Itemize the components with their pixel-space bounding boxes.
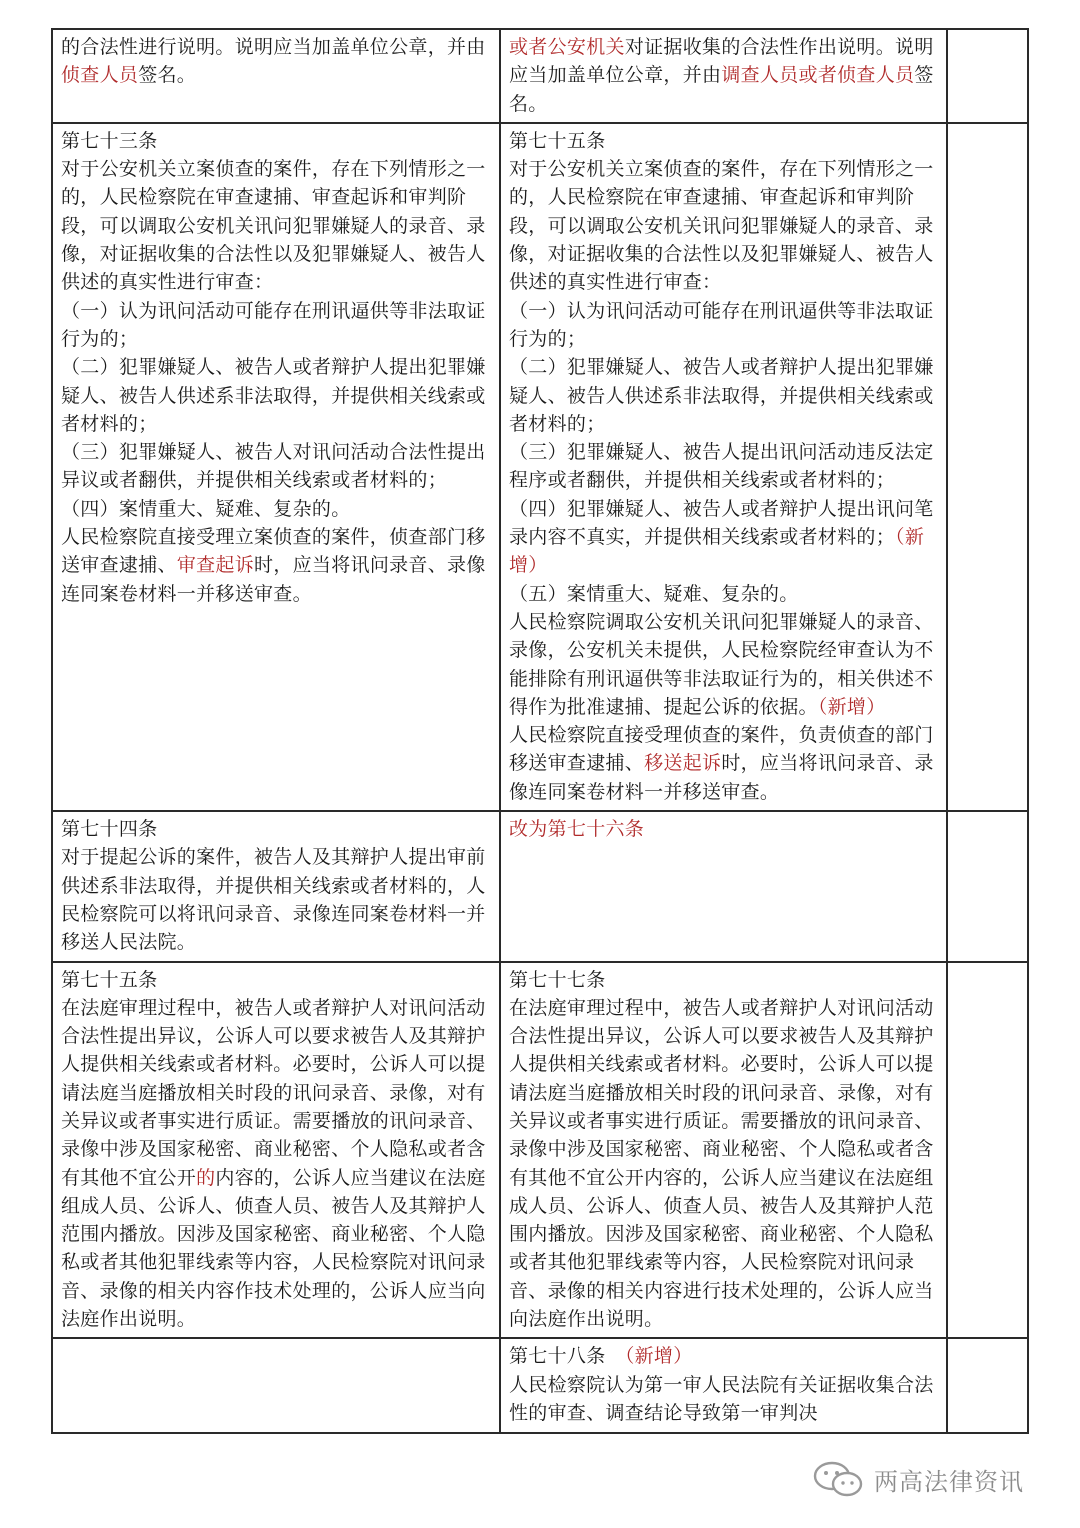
text-run: （一）认为讯问活动可能存在刑讯逼供等非法取证行为的； xyxy=(61,299,486,350)
highlighted-text: （新增） xyxy=(624,1345,693,1368)
text-run: 在法庭审理过程中，被告人或者辩护人对讯问活动合法性提出异议，公诉人可以要求被告人及其辩护人提供相关线索或者材料。必要时，公诉人可以提请法庭当庭播放相关时段的讯问录音、录像，对有关异议或者事实进行质证。需要播放的讯问录音、录像中涉及国家秘密、商业秘密、个人隐私或者含有其他不宜公开 xyxy=(61,996,486,1189)
text-run: 对于公安机关立案侦查的案件，存在下列情形之一的，人民检察院在审查逮捕、审查起诉和审判阶段，可以调取公安机关讯问犯罪嫌疑人的录音、录像，对证据收集的合法性以及犯罪嫌疑人、被告人供述的真实性进行审查： xyxy=(61,158,486,294)
paragraph xyxy=(61,127,491,155)
new-text-cell xyxy=(500,123,947,811)
note-cell xyxy=(947,1338,1028,1433)
paragraph xyxy=(61,297,491,354)
text-run: （三）犯罪嫌疑人、被告人对讯问活动合法性提出异议或者翻供，并提供相关线索或者材料的； xyxy=(61,441,486,492)
text-run: 签名。 xyxy=(509,64,934,115)
paragraph xyxy=(61,33,491,90)
old-text-cell xyxy=(52,123,500,811)
text-run: 第七十五条 xyxy=(509,129,606,152)
highlighted-text: 的 xyxy=(196,1166,216,1189)
text-run: 对证据收集的合法性作出说明。说明应当加盖单位公章，并由 xyxy=(509,36,934,87)
highlighted-text: 审查起诉 xyxy=(176,554,255,577)
comparison-table xyxy=(51,28,1029,1434)
paragraph xyxy=(509,1371,938,1428)
note-cell xyxy=(947,123,1028,811)
highlighted-text: （新增） xyxy=(817,695,886,718)
text-run: 在法庭审理过程中，被告人或者辩护人对讯问活动合法性提出异议，公诉人可以要求被告人及其辩护人提供相关线索或者材料。必要时，公诉人可以提请法庭当庭播放相关时段的讯问录音、录像，对有关异议或者事实进行质证。需要播放的讯问录音、录像中涉及国家秘密、商业秘密、个人隐私或者含有其他不宜公开内容的，公诉人应当建议在法庭组成人员、公诉人、侦查人员、被告人及其辩护人范围内播放。因涉及国家秘密、商业秘密、个人隐私或者其他犯罪线索等内容，人民检察院对讯问录音、录像的相关内容进行技术处理的，公诉人应当向法庭作出说明。 xyxy=(509,996,934,1331)
highlighted-text: （新增） xyxy=(509,526,925,577)
paragraph xyxy=(61,353,491,438)
paragraph xyxy=(509,1342,938,1370)
table-row xyxy=(52,962,1028,1339)
text-run: 第七十三条 xyxy=(61,129,158,152)
new-text-cell xyxy=(500,962,947,1339)
table-row xyxy=(52,29,1028,123)
text-run: 时，应当将讯问录音、录像连同案卷材料一并移送审查。 xyxy=(509,752,934,803)
text-run: （一）认为讯问活动可能存在刑讯逼供等非法取证行为的； xyxy=(509,299,934,350)
table-row xyxy=(52,123,1028,811)
new-text-cell xyxy=(500,1338,947,1433)
wechat-icon xyxy=(812,1459,866,1499)
text-run: 对于提起公诉的案件，被告人及其辩护人提出审前供述系非法取得，并提供相关线索或者材料的，人民检察院可以将讯问录音、录像连同案卷材料一并移送人民法院。 xyxy=(61,846,486,954)
text-run: 第七十七条 xyxy=(509,968,606,991)
text-run: （五）案情重大、疑难、复杂的。 xyxy=(509,582,799,605)
paragraph xyxy=(509,438,938,495)
highlighted-text: 移送起诉 xyxy=(644,752,722,775)
paragraph xyxy=(509,966,938,994)
highlighted-text: 改为第七十六条 xyxy=(509,818,645,841)
text-run: 第七十五条 xyxy=(61,968,158,991)
text-run: 的合法性进行说明。说明应当加盖单位公章，并由 xyxy=(61,36,486,58)
text-run: （四）犯罪嫌疑人、被告人或者辩护人提出讯问笔录内容不真实，并提供相关线索或者材料的； xyxy=(509,497,934,549)
paragraph xyxy=(61,438,491,495)
paragraph xyxy=(509,608,938,721)
paragraph xyxy=(61,495,491,523)
watermark xyxy=(812,1459,1024,1499)
paragraph xyxy=(61,155,491,296)
paragraph xyxy=(509,815,938,843)
paragraph xyxy=(509,353,938,438)
table-row xyxy=(52,1338,1028,1433)
paragraph xyxy=(61,815,491,843)
highlighted-text: 侦查人员 xyxy=(61,64,139,87)
paragraph xyxy=(61,994,491,1334)
note-cell xyxy=(947,811,1028,961)
note-cell xyxy=(947,29,1028,123)
note-cell xyxy=(947,962,1028,1339)
text-run: 第七十八条 xyxy=(509,1345,625,1368)
text-run: 人民检察院直接受理侦查的案件，负责侦查的部门移送审查逮捕、 xyxy=(509,724,934,775)
paragraph xyxy=(509,127,938,155)
text-run: （四）案情重大、疑难、复杂的。 xyxy=(61,497,351,520)
paragraph xyxy=(509,994,938,1334)
watermark-text: 两高法律资讯 xyxy=(874,1467,1024,1496)
old-text-cell xyxy=(52,962,500,1339)
paragraph xyxy=(61,843,491,956)
new-text-cell xyxy=(500,811,947,961)
text-run: 第七十四条 xyxy=(61,818,158,841)
text-run: 人民检察院认为第一审人民法院有关证据收集合法性的审查、调查结论导致第一审判决 xyxy=(509,1373,934,1424)
text-run: 时，应当将讯问录音、录像连同案卷材料一并移送审查。 xyxy=(61,554,486,605)
highlighted-text: 调查人员或者侦查人员 xyxy=(721,64,915,87)
text-run: （三）犯罪嫌疑人、被告人提出讯问活动违反法定程序或者翻供，并提供相关线索或者材料的； xyxy=(509,441,934,492)
paragraph xyxy=(509,495,938,580)
text-run: 签名。 xyxy=(138,64,197,87)
old-text-cell xyxy=(52,29,500,123)
text-run: （二）犯罪嫌疑人、被告人或者辩护人提出犯罪嫌疑人、被告人供述系非法取得，并提供相关线索或者材料的； xyxy=(61,356,486,435)
text-run: （二）犯罪嫌疑人、被告人或者辩护人提出犯罪嫌疑人、被告人供述系非法取得，并提供相关线索或者材料的； xyxy=(509,356,934,435)
old-text-cell xyxy=(52,811,500,961)
truncated-cell-content xyxy=(509,1342,938,1428)
table-row xyxy=(52,811,1028,961)
paragraph xyxy=(61,523,491,608)
old-text-cell xyxy=(52,1338,500,1433)
paragraph xyxy=(509,580,938,608)
text-run: 对于公安机关立案侦查的案件，存在下列情形之一的，人民检察院在审查逮捕、审查起诉和审判阶段，可以调取公安机关讯问犯罪嫌疑人的录音、录像，对证据收集的合法性以及犯罪嫌疑人、被告人供述的真实性进行审查： xyxy=(509,158,934,294)
text-run: 内容的，公诉人应当建议在法庭组成人员、公诉人、侦查人员、被告人及其辩护人范围内播放。因涉及国家秘密、商业秘密、个人隐私或者其他犯罪线索等内容，人民检察院对讯问录音、录像的相关内容作技术处理的，公诉人应当向法庭作出说明。 xyxy=(61,1166,486,1331)
paragraph xyxy=(509,297,938,354)
highlighted-text: 或者公安机关 xyxy=(509,36,625,58)
paragraph xyxy=(509,33,938,118)
text-run: 人民检察院直接受理立案侦查的案件，侦查部门移送审查逮捕、 xyxy=(61,526,486,577)
paragraph xyxy=(509,721,938,806)
new-text-cell xyxy=(500,29,947,123)
text-run: 人民检察院调取公安机关讯问犯罪嫌疑人的录音、录像，公安机关未提供，人民检察院经审查认为不能排除有刑讯逼供等非法取证行为的，相关供述不得作为批准逮捕、提起公诉的依据。 xyxy=(509,610,934,718)
paragraph xyxy=(61,966,491,994)
paragraph xyxy=(509,155,938,296)
